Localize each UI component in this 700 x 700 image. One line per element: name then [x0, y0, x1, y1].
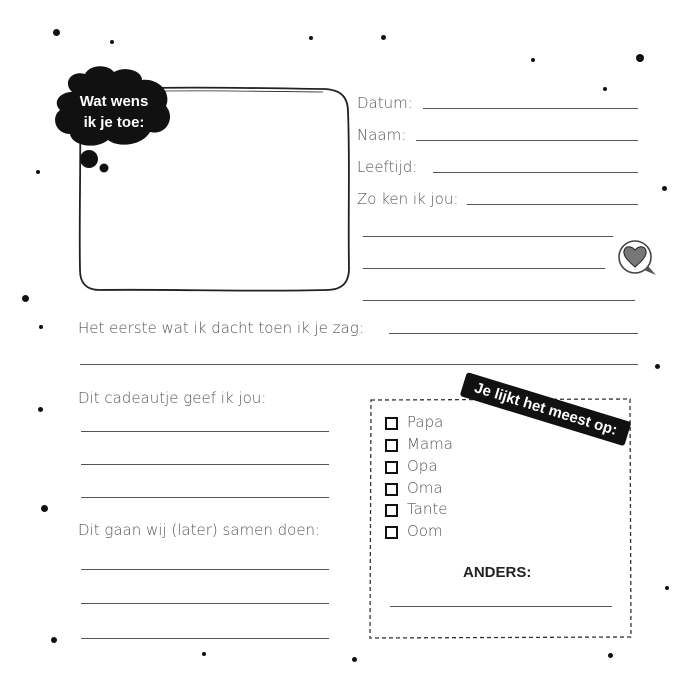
checkbox-oom[interactable]	[385, 526, 398, 539]
field-label-naam: Naam:	[357, 126, 407, 144]
other-label: ANDERS:	[463, 564, 532, 581]
other-line[interactable]	[390, 606, 612, 607]
field-label-zo-ken-ik-jou: Zo ken ik jou:	[357, 190, 459, 208]
option-label: Oom	[407, 522, 443, 540]
first-thought-label: Het eerste wat ik dacht toen ik je zag:	[78, 319, 364, 337]
checkbox-tante[interactable]	[385, 504, 398, 517]
option-label: Tante	[407, 500, 448, 518]
option-label: Oma	[407, 479, 443, 497]
checkbox-oma[interactable]	[385, 483, 398, 496]
field-label-leeftijd: Leeftijd:	[357, 158, 418, 176]
resemblance-banner: Je lijkt het meest op:	[460, 372, 632, 446]
checkbox-papa[interactable]	[385, 417, 398, 430]
wish-line-1: Wat wens	[79, 93, 149, 110]
checkbox-mama[interactable]	[385, 439, 398, 452]
gift-label: Dit cadeautje geef ik jou:	[78, 389, 267, 407]
checkbox-opa[interactable]	[385, 461, 398, 474]
together-label: Dit gaan wij (later) samen doen:	[78, 521, 321, 539]
option-label: Mama	[407, 435, 453, 453]
field-label-datum: Datum:	[357, 94, 413, 112]
wish-line-2: ik je toe:	[83, 114, 145, 131]
option-label: Papa	[407, 413, 444, 431]
option-label: Opa	[407, 457, 438, 475]
